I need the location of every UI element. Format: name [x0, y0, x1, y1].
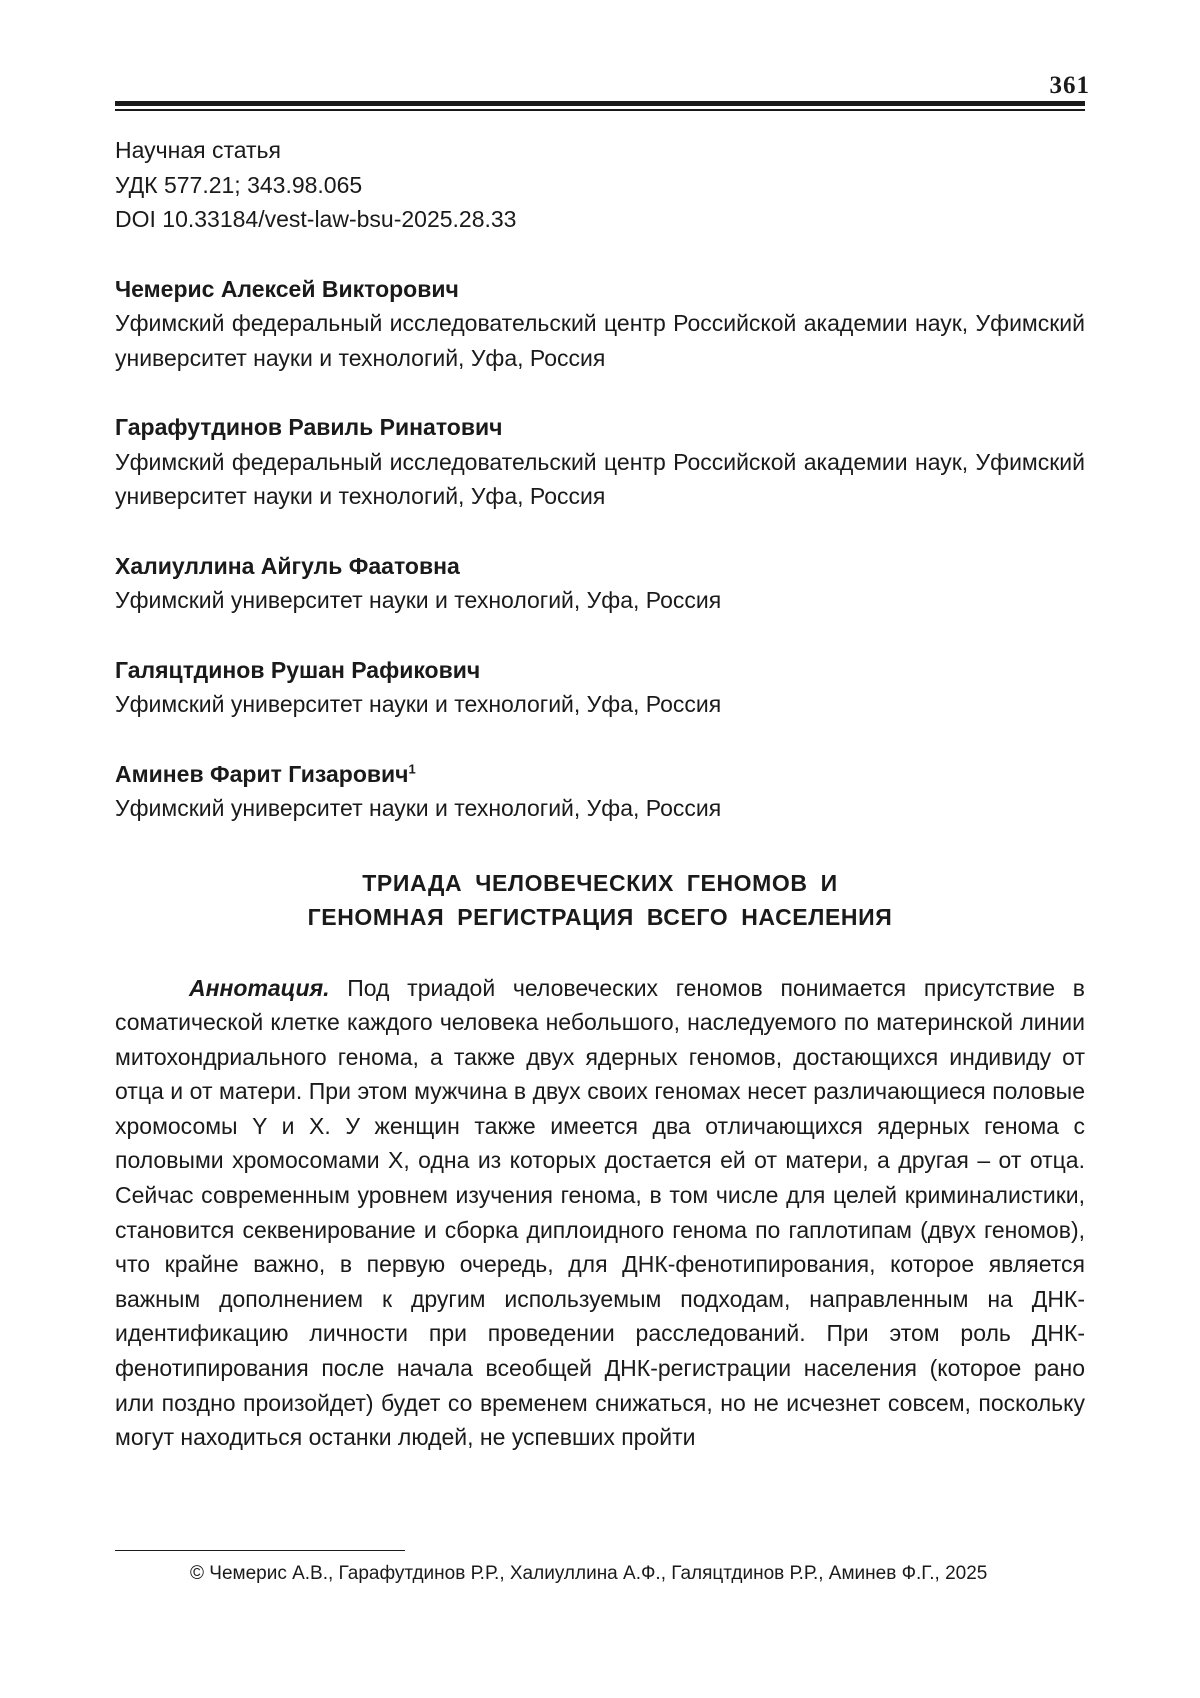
article-title-line-2: ГЕНОМНАЯ РЕГИСТРАЦИЯ ВСЕГО НАСЕЛЕНИЯ: [307, 904, 893, 930]
abstract-text: Под триадой человеческих геномов понимается присутствие в соматической клетке каждого человека небольшого, наследуемого по материнской линии митохондриального генома, а также двух ядерных геномов, достающихся индивиду от отца и от матери. При этом мужчина в двух своих геномах несет различающиеся половые хромосомы Y и X. У женщин также имеется два отличающихся ядерных генома с половыми хромосомами X, одна из которых достается ей от матери, а другая – от отца. Сейчас современным уровнем изучения генома, в том числе для целей криминалистики, становится секвенирование и сборка диплоидного генома по гаплотипам (двух геномов), что крайне важно, в первую очередь, для ДНК-фенотипирования, которое является важным дополнением к другим используемым подходам, направленным на ДНК-идентификацию личности при проведении расследований. При этом роль ДНК-фенотипирования после начала всеобщей ДНК-регистрации населения (которое рано или поздно произойдет) будет со временем снижаться, но не исчезнет совсем, поскольку могут находиться останки людей, не успевших пройти: [115, 974, 1085, 1451]
author-block-4: [115, 653, 1085, 722]
abstract-paragraph: [115, 971, 1085, 1455]
author-name-text: Аминев Фарит Гизарович: [115, 760, 409, 787]
author-block-3: [115, 549, 1085, 618]
article-meta: [115, 133, 1085, 237]
author-name: Галяцтдинов Рушан Рафикович: [115, 656, 481, 683]
footnote-rule: [115, 1550, 405, 1551]
author-name: Гарафутдинов Равиль Ринатович: [115, 414, 503, 440]
abstract-label: Аннотация.: [189, 974, 330, 1001]
header-rule-thin: [115, 109, 1085, 111]
author-affiliation: Уфимский федеральный исследовательский центр Российской академии наук, Уфимский университет науки и технологий, Уфа, Россия: [115, 448, 1085, 509]
article-title: [115, 866, 1085, 935]
author-name: Чемерис Алексей Викторович: [115, 275, 459, 302]
page-number: 361: [1049, 72, 1090, 99]
article-body: [115, 133, 1085, 1455]
author-name: Халиуллина Айгуль Фаатовна: [115, 552, 460, 579]
article-title-line-1: ТРИАДА ЧЕЛОВЕЧЕСКИХ ГЕНОМОВ И: [362, 869, 838, 896]
author-block-1: [115, 272, 1085, 376]
header-rule: [115, 101, 1085, 106]
author-affiliation: Уфимский университет науки и технологий, Уфа, Россия: [115, 587, 722, 613]
doi-link[interactable]: DOI 10.33184/vest-law-bsu-2025.28.33: [115, 206, 517, 232]
author-block-2: [115, 410, 1085, 514]
footnote-mark[interactable]: 1: [408, 760, 416, 776]
author-affiliation: Уфимский федеральный исследовательский центр Российской академии наук, Уфимский университет науки и технологий, Уфа, Россия: [115, 310, 1085, 371]
udk-code: УДК 577.21; 343.98.065: [115, 171, 363, 198]
copyright-footnote: © Чемерис А.В., Гарафутдинов Р.Р., Халиуллина А.Ф., Галяцтдинов Р.Р., Аминев Ф.Г., 2025: [190, 1563, 988, 1584]
article-type: Научная статья: [115, 137, 281, 163]
author-affiliation: Уфимский университет науки и технологий, Уфа, Россия: [115, 795, 722, 821]
author-affiliation: Уфимский университет науки и технологий, Уфа, Россия: [115, 691, 722, 717]
author-block-5: [115, 757, 1085, 826]
author-name-with-footnote: [115, 757, 1085, 792]
